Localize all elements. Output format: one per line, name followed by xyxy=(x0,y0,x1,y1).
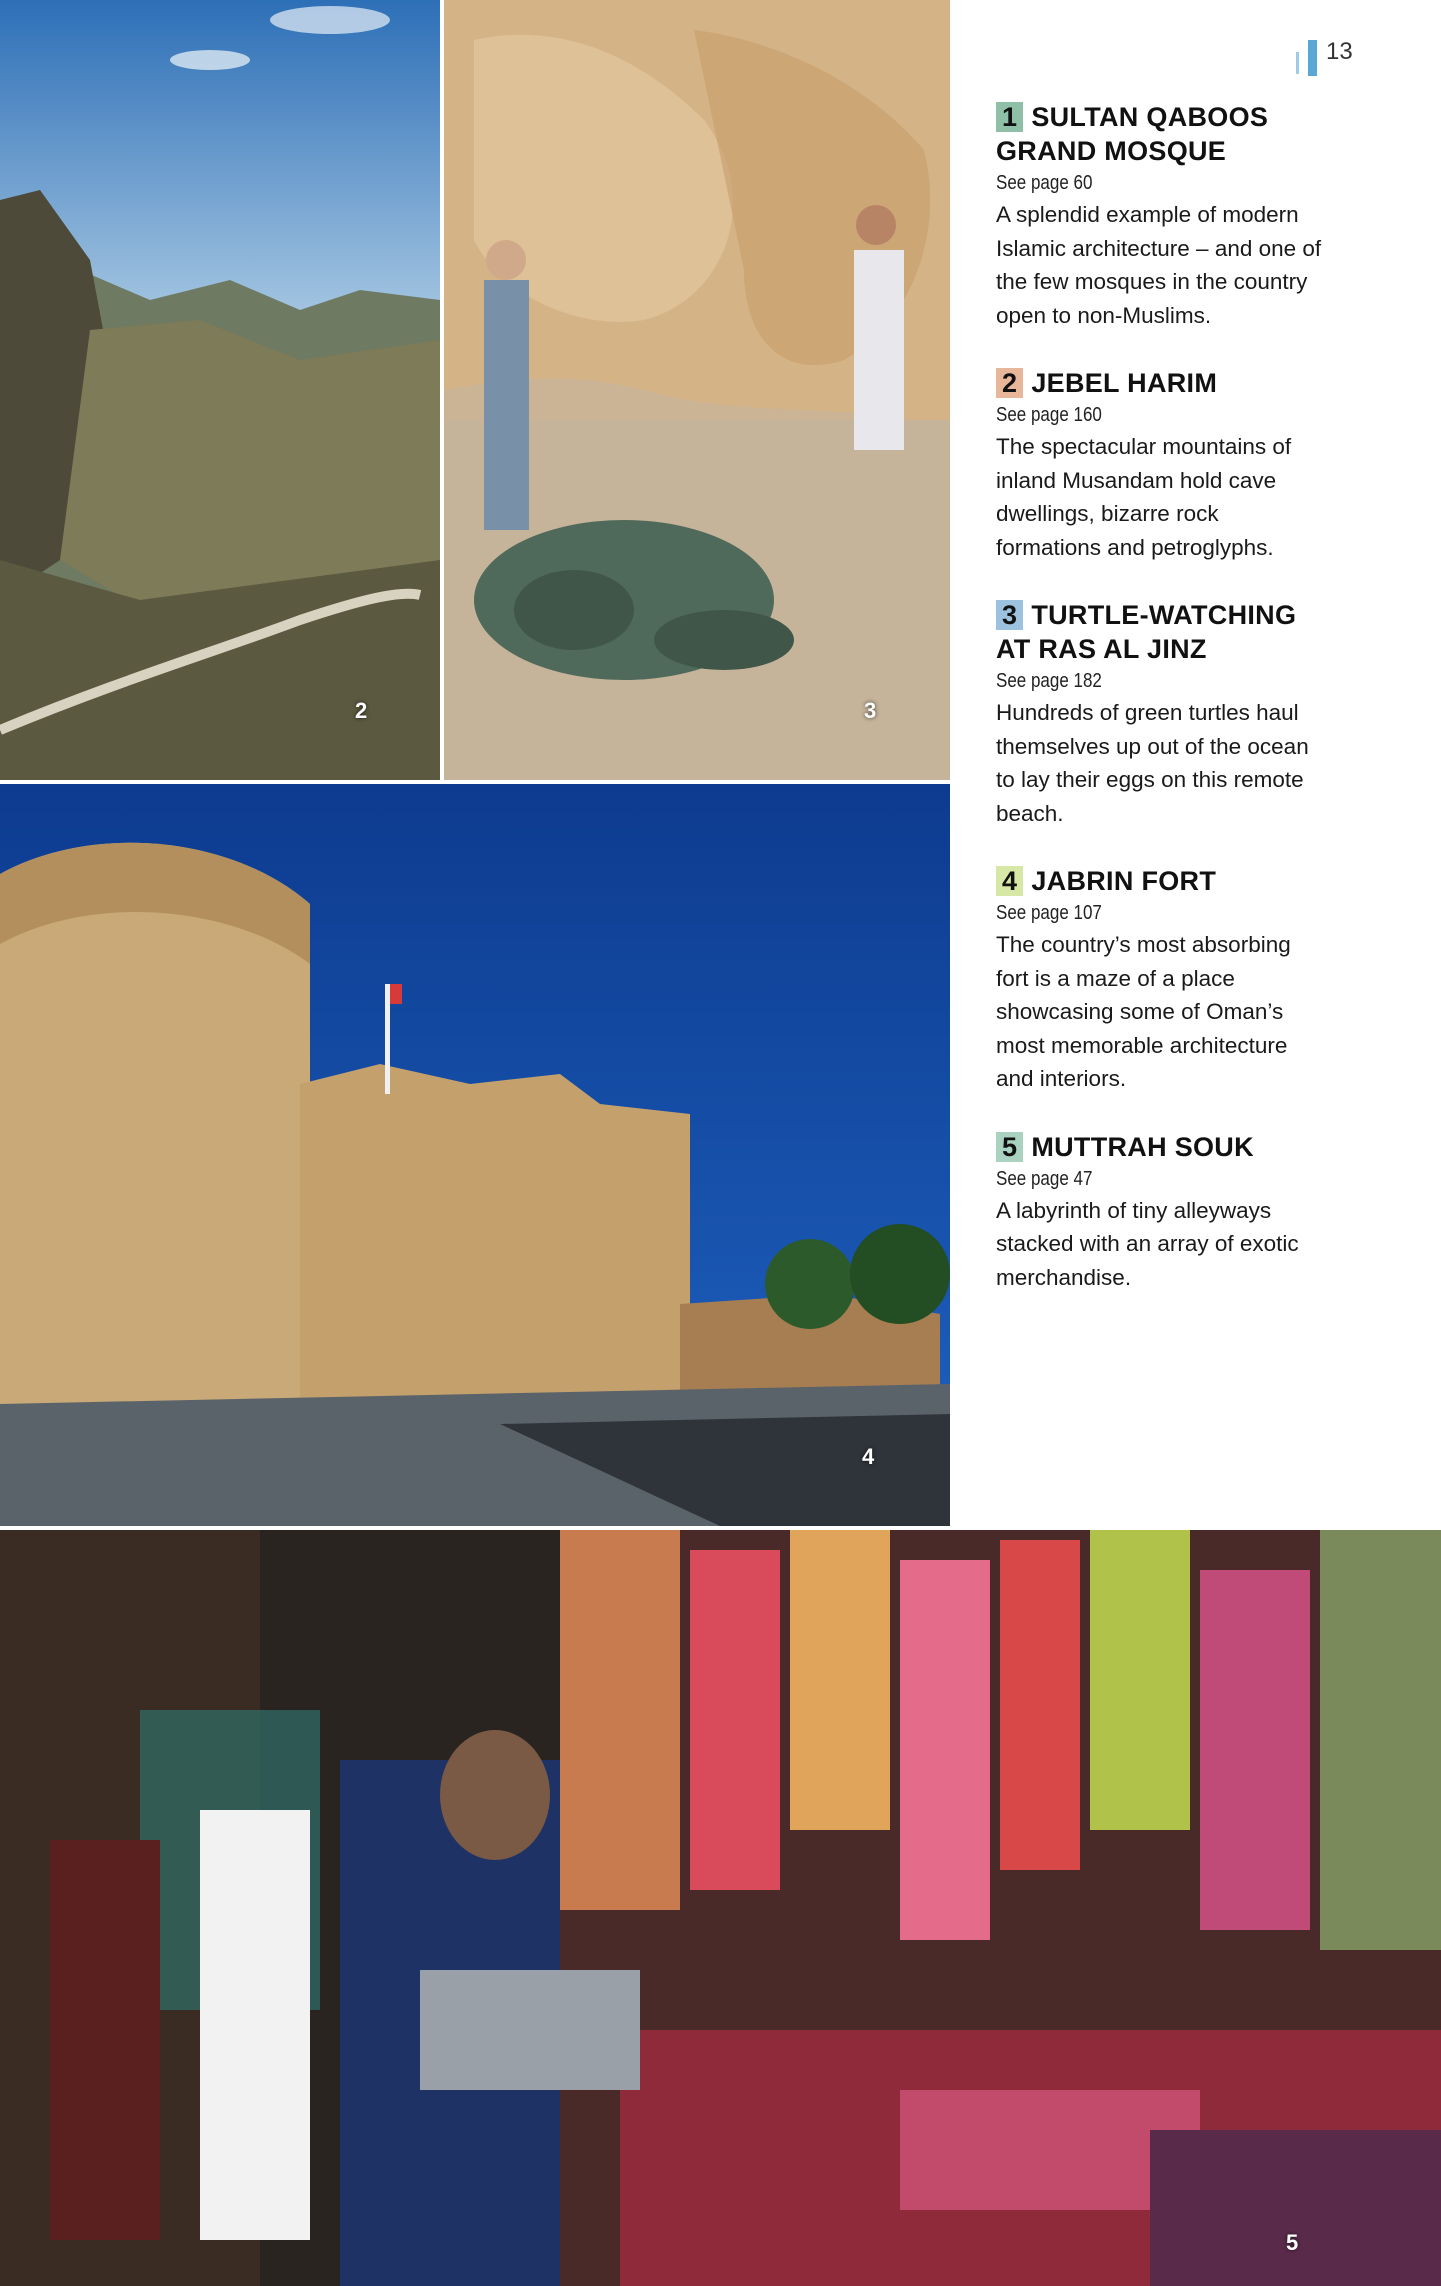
highlight-description: A splendid example of modern Islamic architecture – and one of the few mosques in the country open to non-Muslims. xyxy=(996,202,1322,328)
highlight-title-text: JEBEL HARIM xyxy=(1031,368,1218,398)
highlight-title xyxy=(996,1130,1326,1164)
highlight-number-badge: 4 xyxy=(996,866,1023,896)
highlight-description: A labyrinth of tiny alleyways stacked with an array of exotic merchandise. xyxy=(996,1197,1299,1290)
highlight-title-text: MUTTRAH SOUK xyxy=(1031,1131,1254,1162)
highlight-item-2 xyxy=(996,366,1326,564)
highlight-title xyxy=(996,864,1326,898)
photo-muttrah-souk xyxy=(0,1530,1441,2286)
page-tab-accent xyxy=(1308,40,1317,76)
photo-jabrin-fort xyxy=(0,784,950,1526)
highlight-description: The country’s most absorbing fort is a maze of a place showcasing some of Oman’s most memorable architecture and interiors. xyxy=(996,932,1291,1091)
photo-number-2: 2 xyxy=(355,698,368,723)
highlight-number-badge: 5 xyxy=(996,1132,1023,1162)
photo-jebel-harim xyxy=(0,0,440,780)
highlight-description: Hundreds of green turtles haul themselves up out of the ocean to lay their eggs on this remote beach. xyxy=(996,700,1309,826)
page-number: 13 xyxy=(1326,38,1353,65)
highlight-title-text: JABRIN FORT xyxy=(1031,866,1217,896)
highlight-item-1 xyxy=(996,100,1326,332)
see-page-reference: See page 182 xyxy=(996,670,1102,692)
highlight-number-badge: 1 xyxy=(996,102,1023,132)
see-page-reference: See page 107 xyxy=(996,902,1102,924)
see-page-reference: See page 60 xyxy=(996,172,1093,194)
photo-number-5: 5 xyxy=(1286,2230,1299,2255)
highlight-number-badge: 3 xyxy=(996,600,1023,630)
highlight-item-5 xyxy=(996,1130,1326,1295)
photo-number-3: 3 xyxy=(864,698,877,723)
see-page-reference: See page 160 xyxy=(996,404,1102,426)
photo-turtle-ras-al-jinz xyxy=(444,0,950,780)
see-page-reference: See page 47 xyxy=(996,1167,1093,1190)
highlight-item-4 xyxy=(996,864,1326,1096)
highlight-title xyxy=(996,366,1326,400)
photo-number-4: 4 xyxy=(862,1444,875,1469)
highlight-item-3 xyxy=(996,598,1326,830)
highlight-number-badge: 2 xyxy=(996,368,1023,398)
highlight-title-text: TURTLE-WATCHING AT RAS AL JINZ xyxy=(996,600,1297,664)
page-tab-accent-thin xyxy=(1296,52,1299,74)
highlight-description: The spectacular mountains of inland Musandam hold cave dwellings, bizarre rock formations and petroglyphs. xyxy=(996,434,1292,560)
highlight-title-text: SULTAN QABOOS GRAND MOSQUE xyxy=(996,102,1269,166)
highlight-title xyxy=(996,100,1326,168)
highlights-list xyxy=(996,100,1326,1328)
highlight-title xyxy=(996,598,1326,666)
